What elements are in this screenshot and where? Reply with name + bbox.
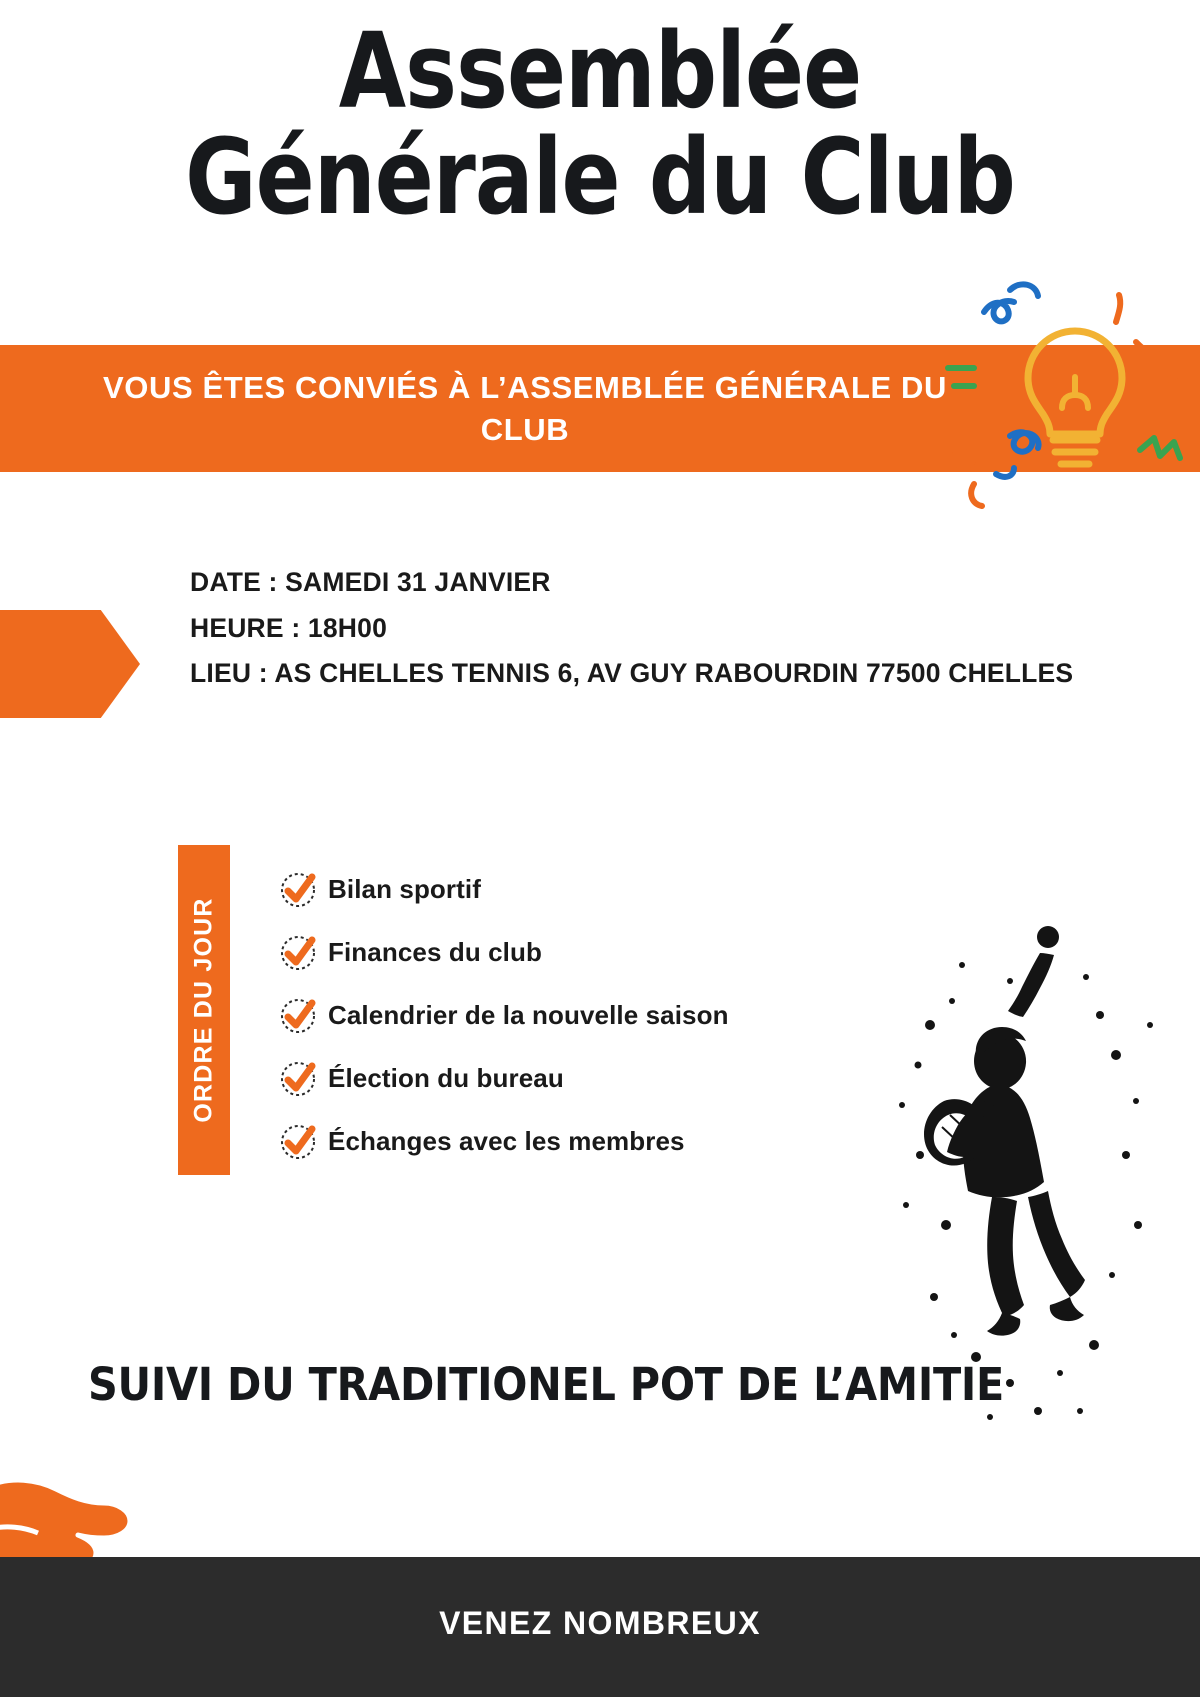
list-item xyxy=(278,984,898,1047)
agenda-item-label: Finances du club xyxy=(328,937,542,967)
check-circle-icon xyxy=(278,1122,318,1162)
footer-bar xyxy=(0,1557,1200,1697)
title-line-1: Assemblée xyxy=(338,10,862,132)
agenda-side-label xyxy=(178,845,230,1175)
event-date: DATE : SAMEDI 31 JANVIER xyxy=(190,567,551,597)
check-circle-icon xyxy=(278,1059,318,1099)
agenda-side-label-text: ORDRE DU JOUR xyxy=(189,897,218,1123)
event-time: HEURE : 18H00 xyxy=(190,612,388,643)
check-circle-icon xyxy=(278,996,318,1036)
agenda-item-label: Calendrier de la nouvelle saison xyxy=(328,1000,729,1030)
invitation-banner-text: VOUS ÊTES CONVIÉS À L’ASSEMBLÉE GÉNÉRALE DU CLUB xyxy=(103,370,947,447)
pot-amitie-text: SUIVI DU TRADITIONEL POT DE L’AMITIE xyxy=(88,1358,1005,1411)
list-item xyxy=(278,1047,898,1110)
poster-title xyxy=(0,10,1200,239)
arrow-tag-icon xyxy=(0,610,140,718)
agenda-list xyxy=(278,858,898,1173)
lightbulb-icon xyxy=(940,268,1200,528)
list-item xyxy=(278,921,898,984)
agenda-item-label: Bilan sportif xyxy=(328,874,481,904)
title-line-2: Générale du Club xyxy=(185,116,1015,239)
check-circle-icon xyxy=(278,933,318,973)
event-details xyxy=(190,560,1090,697)
agenda-item-label: Élection du bureau xyxy=(328,1063,564,1093)
list-item xyxy=(278,858,898,921)
check-circle-icon xyxy=(278,870,318,910)
footer-text: VENEZ NOMBREUX xyxy=(439,1605,761,1641)
list-item xyxy=(278,1110,898,1173)
event-location: LIEU : AS CHELLES TENNIS 6, AV GUY RABOURDIN 77500 CHELLES xyxy=(190,658,1074,689)
agenda-item-label: Échanges avec les membres xyxy=(328,1126,685,1156)
